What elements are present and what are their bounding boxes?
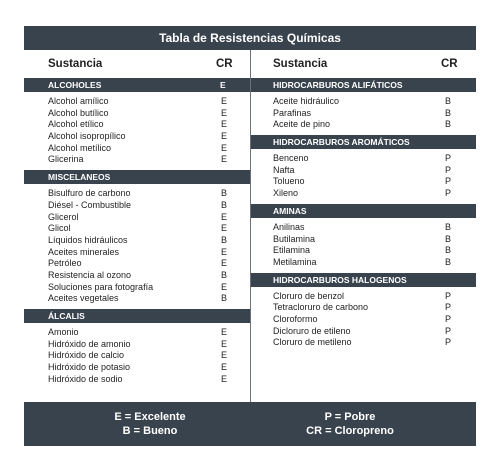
substance-row [251,222,476,234]
substance-name: Alcohol metílico [48,142,112,153]
substance-name: Diésel - Combustible [48,199,132,210]
substance-row [251,188,476,200]
substance-name: Hidróxido de sodio [48,373,123,384]
substance-name: Alcohol isopropílico [48,131,126,142]
section-title: ALCOHOLES [48,80,102,90]
resistance-table [24,26,476,446]
substance-row [24,223,250,235]
substance-row [24,143,250,155]
substance-row [251,176,476,188]
section-title: ÁLCALIS [48,311,85,321]
substance-row [251,234,476,246]
legend-footer [24,402,476,446]
table-title: Tabla de Resistencias Químicas [24,26,476,50]
substance-rating: E [221,142,228,153]
header-substance: Sustancia [48,58,103,70]
substance-rating: E [221,350,228,361]
substance-row [251,119,476,131]
substance-rating: E [221,154,228,165]
legend-left [50,410,250,438]
substance-row [24,374,250,386]
substance-rating: B [221,188,228,199]
substance-row [24,212,250,224]
substance-name: Glicol [48,223,71,234]
substance-name: Bisulfuro de carbono [48,188,131,199]
substance-name: Alcohol amílico [48,96,109,106]
substance-row [251,96,476,108]
substance-rating: B [445,221,452,232]
substance-name: Amonio [48,327,79,337]
substance-name: Glicerol [48,211,79,222]
section-header [251,135,476,149]
substance-name: Hidróxido de calcio [48,350,125,361]
substance-rating: P [445,302,452,313]
substance-row [24,108,250,120]
substance-row [251,153,476,165]
header-substance: Sustancia [273,58,328,70]
substance-rating: P [445,325,452,336]
substance-name: Aceite hidráulico [273,96,340,106]
substance-rating: P [445,313,452,324]
substance-list [251,287,476,353]
substance-name: Dicloruro de etileno [273,325,351,336]
substance-row [251,165,476,177]
substance-name: Benceno [273,153,309,164]
left-column-header [24,50,250,78]
substance-row [24,350,250,362]
substance-row [24,258,250,270]
substance-list [251,92,476,135]
substance-row [24,362,250,374]
section-title: HIDROCARBUROS ALIFÁTICOS [273,80,403,90]
substance-row [24,339,250,351]
substance-row [24,247,250,259]
substance-rating: B [445,256,452,267]
substance-name: Tetracloruro de carbono [273,302,369,313]
section-header [24,78,250,92]
substance-name: Tolueno [273,176,305,187]
substance-rating: E [221,327,228,337]
substance-rating: B [221,234,228,245]
substance-name: Nafta [273,164,295,175]
substance-name: Anilinas [273,221,305,232]
substance-name: Xileno [273,188,299,199]
section-header [24,309,250,323]
substance-rating: B [221,199,228,210]
substance-name: Parafinas [273,107,312,118]
substance-rating: P [445,337,452,348]
substance-list [251,149,476,204]
substance-name: Glicerina [48,154,84,165]
right-column [250,50,476,426]
substance-rating: P [445,176,452,187]
substance-rating: P [445,164,452,175]
substance-rating: E [221,258,228,269]
substance-rating: E [221,107,228,118]
substance-name: Cloruro de benzol [273,290,345,301]
section-title: AMINAS [273,205,307,216]
header-cr: CR [441,58,458,70]
substance-list [24,184,250,309]
substance-row [24,235,250,247]
substance-list [24,323,250,389]
substance-name: Aceite de pino [273,119,331,130]
substance-rating: E [221,338,228,349]
left-column [24,50,250,426]
section-header [251,204,476,218]
section-cr: E [220,80,226,90]
substance-rating: B [445,96,452,106]
substance-rating: B [221,269,228,280]
substance-rating: B [445,107,452,118]
substance-rating: E [221,131,228,142]
section-title: MISCELANEOS [48,172,111,183]
substance-rating: B [445,233,452,244]
substance-row [251,257,476,269]
substance-row [251,245,476,257]
substance-rating: B [445,245,452,256]
substance-name: Soluciones para fotografía [48,281,154,292]
substance-row [251,108,476,120]
substance-name: Hidróxido de potasio [48,362,131,373]
substance-rating: E [221,96,228,106]
substance-rating: E [221,281,228,292]
substance-name: Alcohol etílico [48,119,104,130]
substance-rating: E [221,246,228,257]
legend-bueno: B = Bueno [122,425,178,437]
substance-name: Líquidos hidráulicos [48,234,128,245]
substance-row [251,326,476,338]
legend-right [250,410,450,438]
substance-row [251,291,476,303]
substance-rating: E [221,223,228,234]
section-title: HIDROCARBUROS AROMÁTICOS [273,137,410,148]
section-header [251,78,476,92]
substance-name: Butilamina [273,233,316,244]
substance-rating: E [221,211,228,222]
substance-row [24,119,250,131]
substance-rating: B [221,293,228,304]
substance-name: Metilamina [273,256,317,267]
substance-row [24,282,250,294]
substance-rating: E [221,119,228,130]
legend-pobre: P = Pobre [324,411,376,423]
legend-cloropreno: CR = Cloropreno [306,425,394,437]
substance-row [24,270,250,282]
substance-list [24,92,250,170]
substance-name: Cloruro de metileno [273,337,352,348]
substance-rating: P [445,188,452,199]
substance-name: Hidróxido de amonio [48,338,131,349]
substance-row [24,200,250,212]
substance-rating: P [445,153,452,164]
substance-rating: E [221,373,228,384]
substance-name: Alcohol butílico [48,107,109,118]
substance-row [24,293,250,305]
section-title: HIDROCARBUROS HALOGENOS [273,274,407,285]
substance-list [251,218,476,273]
substance-row [24,154,250,166]
substance-rating: B [445,119,452,130]
substance-row [251,314,476,326]
right-column-header [251,50,476,78]
substance-row [24,131,250,143]
substance-row [251,302,476,314]
substance-name: Etilamina [273,245,311,256]
substance-name: Cloroformo [273,313,318,324]
substance-row [251,337,476,349]
substance-rating: P [445,290,452,301]
section-header [251,273,476,287]
legend-excelente: E = Excelente [114,411,186,423]
section-header [24,170,250,184]
substance-name: Aceites vegetales [48,293,119,304]
substance-name: Aceites minerales [48,246,120,257]
substance-name: Petróleo [48,258,82,269]
substance-rating: E [221,362,228,373]
substance-row [24,96,250,108]
substance-row [24,327,250,339]
substance-name: Resistencia al ozono [48,269,132,280]
substance-row [24,188,250,200]
header-cr: CR [216,58,233,70]
